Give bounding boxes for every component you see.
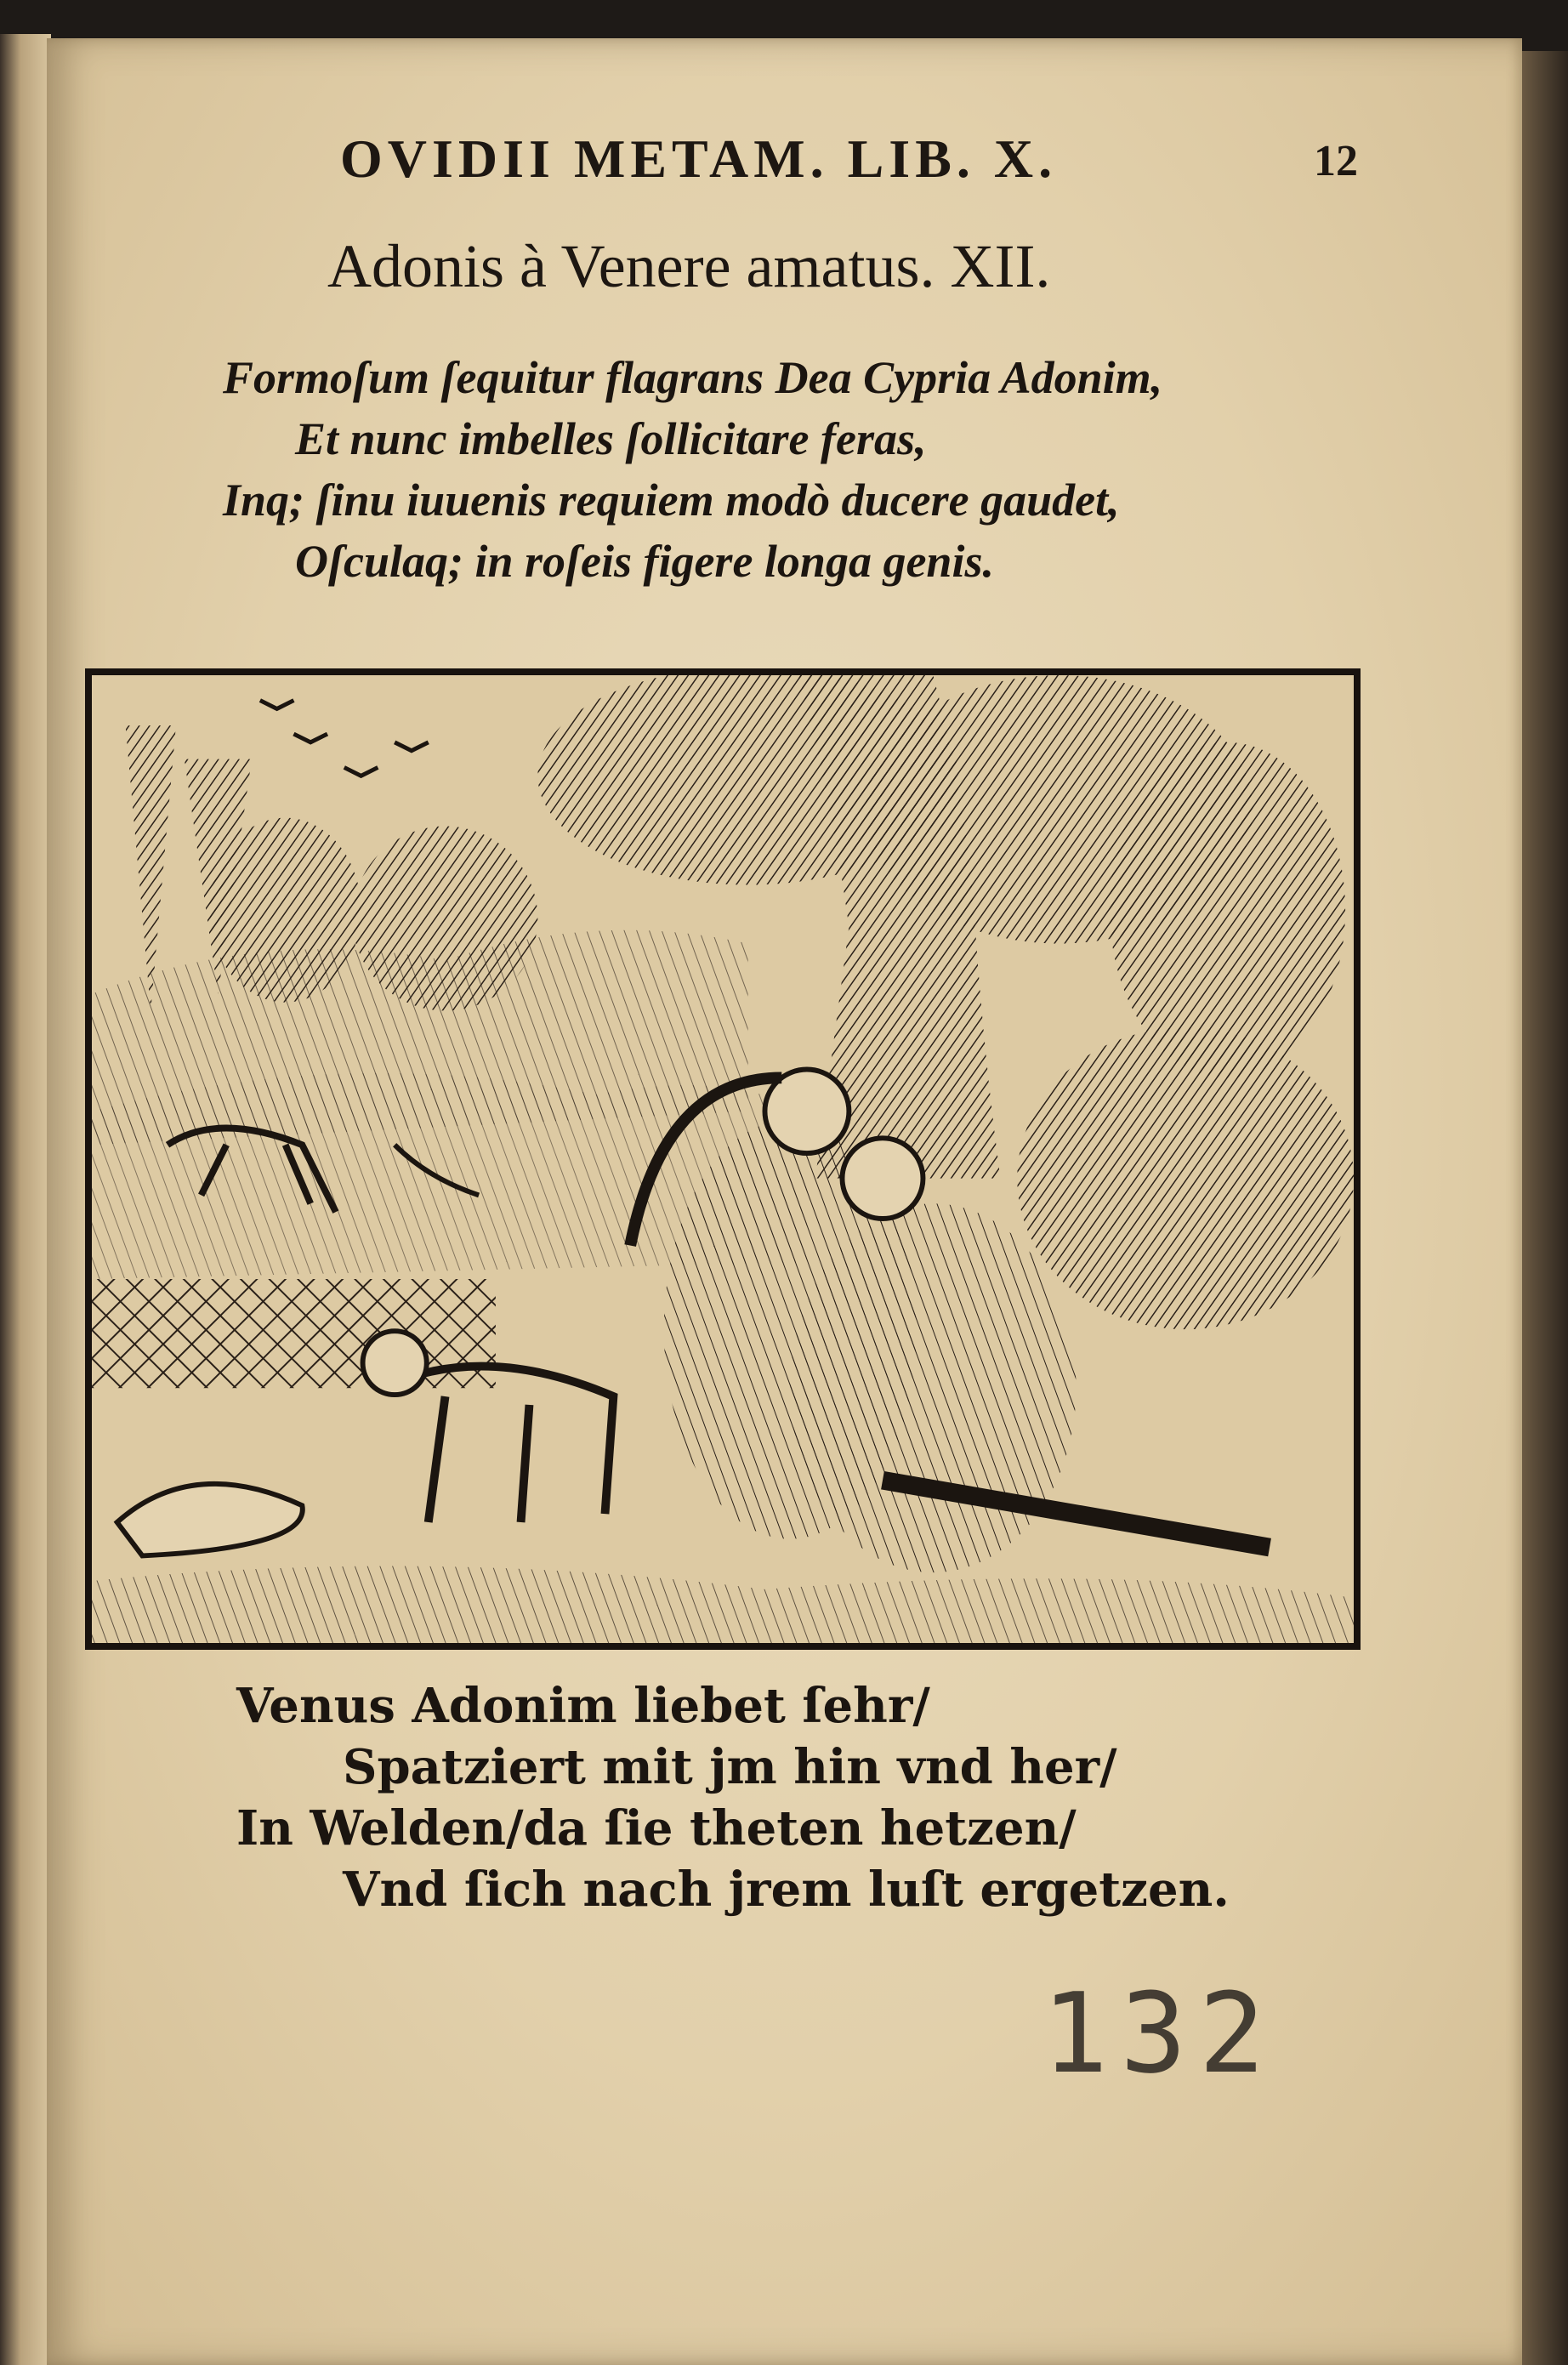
right-page-edge xyxy=(1522,51,1568,2365)
woodcut-illustration xyxy=(85,668,1361,1650)
german-verses xyxy=(236,1675,1342,1920)
latin-verses xyxy=(223,347,1328,592)
left-page-edge xyxy=(0,34,51,2365)
running-head: OVIDII METAM. LIB. X. xyxy=(340,128,1058,189)
library-stamp-number: 132 xyxy=(1042,1969,1277,2098)
latin-verse-line: Et nunc imbelles ſollicitare feras, xyxy=(295,413,927,464)
section-title: Adonis à Venere amatus. XII. xyxy=(327,232,1051,300)
folio-number: 12 xyxy=(1314,137,1358,185)
latin-verse-line: Oſculaq; in roſeis figere longa genis. xyxy=(295,536,994,587)
german-verse-line: Spatziert mit jm hin vnd her/ xyxy=(343,1739,1117,1795)
german-verse-line: In Welden/da ſie theten hetzen/ xyxy=(236,1800,1077,1856)
german-verse-line: Venus Adonim liebet ſehr/ xyxy=(236,1678,930,1734)
woodcut-illustration-icon xyxy=(92,675,1354,1643)
german-verse-line: Vnd ſich nach jrem luſt ergetzen. xyxy=(343,1862,1230,1918)
latin-verse-line: Inq; ſinu iuuenis requiem modò ducere gaudet, xyxy=(223,475,1120,526)
latin-verse-line: Formoſum ſequitur flagrans Dea Cypria Adonim, xyxy=(223,352,1163,403)
